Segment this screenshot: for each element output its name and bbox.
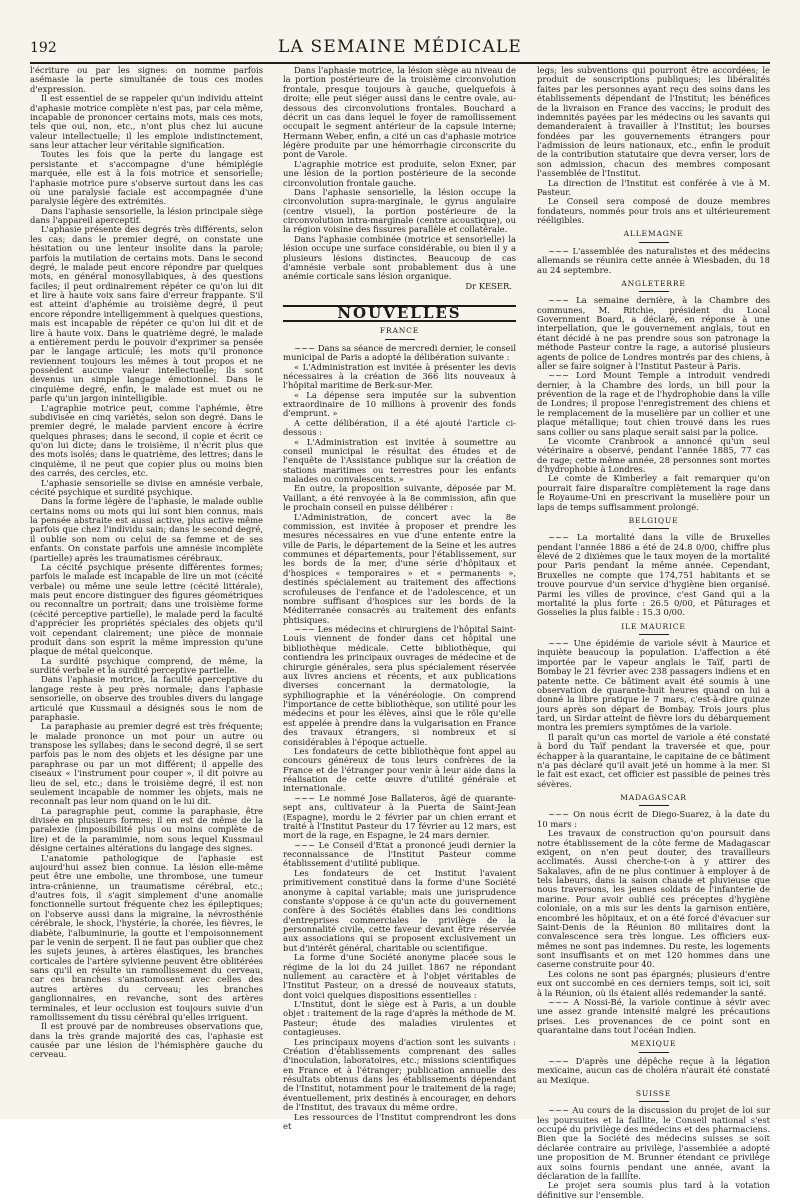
paragraph: La cécité psychique présente différentes formes; parfois le malade est incapable de lire un mot (cécité verbale) ou même une seule lettre (cécité littérale), mais peut encore distinguer des figures géométriques ou reconnaître un portrait; dans une troisième forme (cécité perceptive partielle), le malade perd la faculté d'apprécier les propriétés spéciales des objets qu'il voit cependant clairement; une pièce de monnaie produit dans son esprit la même impression qu'une plaque de métal quelconque. [30, 561, 263, 657]
news-paragraph: ~~~ Lord Mount Temple a introduit vendredi dernier, à la Chambre des lords, un bill pour la prévention de la rage et de l'hydrophobie dans la ville de Londres; il propose l'enregistrement des chiens et le remplacement de la muselière par un collier et une plaque métallique; tout chien trouvé dans les rues sans collier ou sans plaque serait saisi par la police. [537, 370, 770, 437]
section-rule [639, 291, 669, 292]
paragraph: La paragraphie peut, comme la paraphasie, être divisée en plusieurs formes; il en est de même de la paralexie (impossibilité plus ou moins complète de lire) et de la paramimie, nom sous lequel Kussmaul désigne certaines altérations du langage des signes. [30, 805, 263, 854]
section-rule [639, 634, 669, 635]
section-rule [639, 242, 669, 243]
news-paragraph: ~~~ Le Conseil d'Etat a prononcé jeudi dernier la reconnaissance de l'Institut Pasteur comme établissement d'utilité publique. [283, 839, 516, 869]
paragraph: Dans la forme légère de l'aphasie, le malade oublie certains noms ou mots qui lui sont bien connus, mais la pensée abstraite est aussi active, plus active même parfois que chez l'individu sain; dans le second degré, il oublie son nom ou celui de sa femme et de ses enfants. On constate parfois une amnésie incomplète (partielle) après les traumatismes cérébraux. [30, 496, 263, 563]
news-paragraph: L'Institut, dont le siège est à Paris, a un double objet : traitement de la rage d'après la méthode de M. Pasteur; étude des maladies virulentes et contagieuses. [283, 999, 516, 1038]
news-paragraph: Le comte de Kimberley a fait remarquer qu'on pourrait faire disparaître complètement la rage dans le Royaume-Uni en prescrivant la muselière pour un laps de temps suffisamment prolongé. [537, 473, 770, 512]
header-rule [30, 62, 770, 64]
paragraph: L'aphasie présente des degrés très différents, selon les cas; dans le premier degré, on constate une hésitation ou une lenteur insolite dans la parole; parfois la mutilation de certains mots. Dans le second degré, le malade peut encore répondre par quelques mots, en général monosyllabiques, à des questions faciles; il peut ordinairement répéter ce qu'on lui dit et lire à haute voix sans faire d'erreur frappante. S'il est atteint d'aphémie au troisième degré, il peut encore répondre intelligemment à quelques questions, mais est incapable de répéter ce qu'on lui dit et de lire à haute voix. Dans le quatrième degré, le malade a entièrement perdu le pouvoir d'exprimer sa pensée par le langage articulé; les mots qu'il prononce reviennent toujours les mêmes à tout propos et ne possèdent aucune valeur intellectuelle; ils sont devenus un simple langage émotionnel. Dans le cinquième degré, enfin, le malade est muet ou ne parle qu'un jargon inintelligible. [30, 224, 263, 404]
news-paragraph: Les ressources de l'Institut comprendront les dons et [283, 1111, 516, 1131]
section-heading: MADAGASCAR [620, 793, 687, 802]
news-paragraph: ~~~ Une épidémie de variole sévit à Maurice et inquiète beaucoup la population. L'affection a été importée par le vapeur anglais le Taïf, parti de Bombay le 21 février avec 238 passagers indiens et en patente nette. Ce bâtiment avait été soumis à une observation de quarante-huit heures quand on lui a donné la libre pratique le 7 mars, c'est-à-dire quinze jours après son départ de Bombay. Trois jours plus tard, un Sirdar atteint de fièvre lors du débarquement montra les premiers symptômes de la variole. [537, 638, 770, 733]
news-paragraph: legs; les subventions qui pourront être accordées; le produit de souscriptions publiques; les libéralités faites par les personnes ayant reçu des soins dans les établissements dépendant de l'Institut; les bénéfices de la livraison en France des vaccins; le produit des indemnités payées par les médecins ou les savants qui demanderaient à travailler à l'Institut; les bourses fondées par les gouvernements étrangers pour l'admission de leurs nationaux, etc., enfin le produit de la contribution statutaire que devra verser, lors de son admission, chacun des membres composant l'assemblée de l'Institut. [537, 65, 770, 179]
news-paragraph: L'Administration, de concert avec la 8e commission, est invitée à proposer et prendre les mesures nécessaires en vue d'une entente entre la ville de Paris, le département de la Seine et les autres communes et départements, pour l'établissement, sur les bords de la mer, d'une série d'hôpitaux et d'hospices « temporaires » et « permanents », destinés spécialement au traitement des affections scrofuleuses de l'enfance et de l'adolescence, et un nombre suffisant d'hospices sur les bords de la Méditerranée consacrés au traitement des enfants phtisiques. [283, 511, 516, 625]
news-paragraph: ~~~ L'assemblée des naturalistes et des médecins allemands se réunira cette année à Wiesbaden, du 18 au 24 septembre. [537, 245, 770, 275]
paragraph: L'anatomie pathologique de l'aphasie est aujourd'hui assez bien connue. La lésion elle-même peut être une embolie, une thrombose, une tumeur intra-crânienne, un traumatisme cérébral, etc.; d'autres fois, il s'agit simplement d'une anomalie fonctionnelle surtout fréquente chez les épileptiques; on l'observe aussi dans la migraine, la névrosthénie cérébrale, le shock, l'hystérie, la chorée, les fièvres, le diabète, l'albuminurie, la goutte et l'empoisonnement par le venin de serpent. Il ne faut pas oublier que chez les sujets jeunes, à artères élastiques, les branches corticales de l'artère sylvienne peuvent être oblitérées sans qu'il en résulte un ramollissement du cerveau, car ces branches s'anastomosent avec celles des autres artères du cerveau; les branches ganglionnaires, en revanche, sont des artères terminales, et leur occlusion est toujours suivie d'un ramollissement du tissu cérébral qu'elles irriguent. [30, 852, 263, 1022]
news-paragraph: Il paraît qu'un cas mortel de variole a été constaté à bord du Taïf pendant la traversée et que, pour échapper à la quarantaine, le capitaine de ce bâtiment n'a pas déclaré qu'il avait jeté un homme à la mer. Si le fait est exact, cet officier est passible de peines très sévères. [537, 731, 770, 789]
news-paragraph: A cette délibération, il a été ajouté l'article ci-dessous : [283, 417, 516, 438]
column-left [30, 66, 263, 1106]
news-paragraph: ~~~ A Nossi-Bé, la variole continue à sévir avec une assez grande intensité malgré les précautions prises. Les provenances de ce point sont en quarantaine dans tout l'océan Indien. [537, 996, 770, 1035]
paragraph: La paraphasie au premier degré est très fréquente; le malade prononce un mot pour un autre ou transpose les syllabes; dans le second degré, il se sert parfois pas le nom des objets et les désigne par une paraphrase ou par un mot différent; il appelle des ciseaux « l'instrument pour couper », il dit poivre au lieu de sel, etc.; dans le troisième degré, il est non seulement incapable de nommer les objets, mais ne reconnaît pas leur nom quand on le lui dit. [30, 721, 263, 807]
news-paragraph: « La dépense sera imputée sur la subvention extraordinaire de 10 millions à provenir des fonds d'emprunt. » [283, 389, 516, 419]
news-paragraph: « L'Administration est invitée à présenter les devis nécessaires à la création de 366 lits nouveaux à l'hôpital maritime de Berk-sur-Mer. [283, 361, 516, 391]
news-paragraph: ~~~ La semaine dernière, à la Chambre des communes, M. Ritchie, président du Local Government Board, a déclaré, en réponse à une interpellation, que le gouvernement anglais, tout en étant décidé à ne pas prendre sous son patronage la méthode Pasteur contre la rage, a autorisé plusieurs agents de police de Londres montrés par des chiens, à aller se faire soigner à l'Institut Pasteur à Paris. [537, 295, 770, 371]
page-header [30, 36, 770, 58]
news-paragraph: Le projet sera soumis plus tard à la votation définitive sur l'ensemble. [537, 1180, 770, 1200]
news-paragraph: ~~~ Au cours de la discussion du projet de loi sur les poursuites et la faillite, le Conseil national s'est occupé du privilège des médecins et des pharmaciens. Bien que la Société des médecins suisses se soit déclarée contraire au privilège, l'assemblée a adopté une proposition de M. Brunner étendant ce privilège aux soins fournis pendant une année, avant la déclaration de la faillite. [537, 1105, 770, 1181]
news-paragraph: ~~~ La mortalité dans la ville de Bruxelles pendant l'année 1886 a été de 24.8 0/00, chiffre plus élevé de 2 dixièmes que le taux moyen de la mortalité pour Paris pendant la même année. Cependant, Bruxelles ne compte que 174,751 habitants et se trouve pourvue d'un service d'hygiène bien organisé. Parmi les villes de province, c'est Gand qui a la mortalité la plus forte : 26.5 0/00, et Pâturages et Gosselies la plus faible : 15.3 0/00. [537, 532, 770, 618]
paragraph: L'agraphie motrice est produite, selon Exner, par une lésion de la portion postérieure de la seconde circonvolution frontale gauche. [283, 158, 516, 188]
section-heading: MEXIQUE [630, 1039, 677, 1049]
paragraph: L'aphasie sensorielle se divise en amnésie verbale, cécité psychique et surdité psychique. [30, 477, 263, 497]
section-heading: ILE MAURICE [621, 621, 686, 631]
column-right [537, 65, 770, 1200]
paragraph: Il est essentiel de se rappeler qu'un individu atteint d'aphasie motrice complète n'est pas, par cela même, incapable de prononcer certains mots, mais ces mots, tels que oui, non, etc., n'ont plus chez lui aucune valeur intellectuelle; il les emploie indistinctement, sans leur attacher leur véritable signification. [30, 93, 263, 150]
news-paragraph: Les fondateurs de cet Institut l'avaient primitivement constitué dans la forme d'une Société anonyme à capital variable; mais une jurisprudence constante s'oppose à ce qu'un acte du gouvernement confère à des Sociétés établies dans les conditions d'entreprises commerciales le privilège de la personnalité civile, cette faveur devant être réservée aux associations qui se proposent exclusivement un but d'intérêt général, charitable ou scientifique. [283, 867, 516, 953]
paragraph: Toutes les fois que la perte du langage est persistante et s'accompagne d'une hémiplégie marquée, elle est à la fois motrice et sensorielle; l'aphasie motrice pure s'observe surtout dans les cas où une paralysie faciale est accompagnée d'une paralysie légère des extrémités. [30, 149, 263, 207]
news-paragraph: ~~~ D'après une dépêche reçue à la légation mexicaine, aucun cas de choléra n'aurait été constaté au Mexique. [537, 1055, 770, 1085]
paragraph: l'écriture ou par les signes: on nomme parfois asémasie la perte simultanée de tous ces modes d'expression. [30, 65, 263, 94]
section-heading-france: FRANCE [379, 326, 420, 336]
news-paragraph: Les principaux moyens d'action sont les suivants : Création d'établissements comprenant des salles d'inoculation, laboratoires, etc.; missions scientifiques en France et à l'étranger; publication annuelle des résultats obtenus dans les établissements dépendant de l'Institut, notamment pour le traitement de la rage; éventuellement, prix destinés à encourager, en dehors de l'Institut, des travaux du même ordre. [283, 1036, 516, 1113]
news-paragraph: ~~~ Les médecins et chirurgiens de l'hôpital Saint-Louis viennent de fonder dans cet hôpital une bibliothèque médicale. Cette bibliothèque, qui contiendra les principaux ouvrages de médecine et de chirurgie générales, sera plus spécialement réservée aux livres anciens et récents, et aux publications diverses concernant la dermatologie, la syphiliographie et la vénéréologie. On comprend l'importance de cette bibliothèque, son utilité pour les médecins et pour les élèves, ainsi que le rôle qu'elle est appelée à prendre dans la vulgarisation en France des travaux étrangers, si nombreux et si considérables à l'époque actuelle. [283, 624, 516, 747]
news-paragraph: ~~~ Dans sa séance de mercredi dernier, le conseil municipal de Paris a adopté la délibération suivante : [283, 342, 516, 363]
author-signature: Dr KESER. [465, 280, 512, 291]
section-heading: BELGIQUE [628, 515, 679, 525]
paragraph: Dans l'aphasie motrice, la lésion siège au niveau de la portion postérieure de la troisième circonvolution frontale, presque toujours à gauche, quelquefois à droite; elle peut siéger aussi dans le centre ovale, au-dessous des circonvolutions frontales. Bouchard a décrit un cas dans lequel le foyer de ramollissement occupait le segment antérieur de la capsule interne; Hermann Weber, enfin, a cité un cas d'aphasie motrice légère produite par une hémorrhagie circonscrite du pont de Varole. [283, 65, 516, 160]
section-heading: ALLEMAGNE [623, 229, 684, 239]
news-paragraph: Les fondateurs de cette bibliothèque font appel au concours généreux de tous leurs confrères de la France et de l'étranger pour venir à leur aide dans la réalisation de cette œuvre d'utilité générale et internationale. [283, 745, 516, 794]
paragraph: La surdité psychique comprend, de même, la surdité verbale et la surdité perceptive partielle. [30, 655, 263, 675]
news-paragraph: La direction de l'Institut est conférée à vie à M. Pasteur. [537, 177, 770, 197]
section-rule [639, 805, 669, 806]
news-paragraph: Le Conseil sera composé de douze membres fondateurs, nommés pour trois ans et ultérieurement rééligibles. [537, 196, 770, 225]
nouvelles-heading: NOUVELLES [283, 305, 516, 322]
news-paragraph: La forme d'une Société anonyme placée sous le régime de la loi du 24 juillet 1867 ne répondant nullement au caractère et à l'objet véritables de l'Institut Pasteur, on a dressé de nouveaux statuts, dont voici quelques dispositions essentielles : [283, 952, 516, 1000]
news-paragraph: Les colons ne sont pas épargnés; plusieurs d'entre eux ont succombé en ces derniers temps, soit ici, soit à la Réunion, où ils étaient allés redemander la santé. [537, 968, 770, 998]
section-rule [639, 1052, 669, 1053]
journal-title: LA SEMAINE MÉDICALE [277, 37, 523, 57]
paragraph: Dans l'aphasie sensorielle, la lésion principale siège dans l'appareil aperceptif. [30, 205, 263, 225]
paragraph: Il est prouvé par de nombreuses observations que, dans la très grande majorité des cas, l'aphasie est causée par une lésion de l'hémisphère gauche du cerveau. [30, 1021, 263, 1060]
news-paragraph: Le vicomte Cranbrook a annoncé qu'un seul vétérinaire a observé, pendant l'année 1885, 77 cas de rage; cette même année, 28 personnes sont mortes d'hydrophobie à Londres. [537, 435, 770, 474]
news-paragraph: ~~~ On nous écrit de Diego-Suarez, à la date du 10 mars : [537, 809, 770, 829]
paragraph: Dans l'aphasie combinée (motrice et sensorielle) la lésion occupe une surface considérable, ou bien il y a plusieurs lésions distinctes. Beaucoup de cas d'amnésie verbale sont probablement dus à une anémie corticale sans lésion organique. [283, 233, 516, 282]
section-rule [385, 339, 415, 340]
section-heading: ANGLETERRE [621, 278, 686, 288]
news-paragraph: En outre, la proposition suivante, déposée par M. Vaillant, a été renvoyée à la 8e commission, afin que le prochain conseil en puisse délibérer : [283, 483, 516, 513]
paragraph: Dans l'aphasie motrice, la faculté aperceptive du langage reste à peu près normale; dans l'aphasie sensorielle, on observe des troubles divers du langage articulé que Kussmaul a désignés sous le nom de paraphasie. [30, 674, 263, 722]
section-heading: SUISSE [635, 1088, 672, 1098]
news-paragraph: ~~~ Le nommé Jose Ballateros, âgé de quarante-sept ans, cultivateur à la Puerta de Saint-Jean (Espagne), mordu le 2 février par un chien errant et traité à l'Institut Pasteur du 17 février au 12 mars, est mort de la rage, en Espagne, le 24 mars dernier. [283, 792, 516, 841]
section-rule [639, 1101, 669, 1102]
page-number: 192 [30, 40, 57, 56]
news-paragraph: Les travaux de construction qu'on poursuit dans notre établissement de la côte ferme de Madagascar exigent, on n'en peut douter, des travailleurs acclimatés. Aussi cherche-t-on à y attirer des Sakalaves, afin de ne plus continuer à employer à de tels labeurs, dans la saison chaude et pluvieuse que nous traversons, les jeunes soldats de l'infanterie de marine. Pour avoir oublié ces préceptes d'hygiène coloniale, on a mis sur les dents la garnison entière, encombré les hôpitaux, et on a été forcé d'évacuer sur Saint-Denis de la Réunion 80 militaires dont la convalescence sera très longue. Les officiers eux-mêmes ne sont pas indemnes. Du reste, les logements sont insuffisants et on met 120 hommes dans une caserne construite pour 40. [537, 828, 770, 970]
paragraph: L'agraphie motrice peut, comme l'aphémie, être subdivisée en cinq variétés, selon son degré. Dans le premier degré, le malade parvient encore à écrire quelques phrases; dans le second, il copie et écrit ce qu'on lui dicte; dans le troisième, il n'écrit plus que des mots isolés; dans le quatrième, des lettres; dans le cinquième, il ne peut que copier plus ou moins bien des carrés, des cercles, etc. [30, 402, 263, 479]
paragraph: Dans l'aphasie sensorielle, la lésion occupe la circonvolution supra-marginale, le gyrus angulaire (centre visuel), la portion postérieure de la circonvolution intra-marginale (centre acoustique), ou la région voisine des fissures parallèle et collatérale. [283, 186, 516, 235]
column-middle [283, 65, 516, 1131]
news-paragraph: « L'Administration est invitée à soumettre au conseil municipal le résultat des études et de l'enquête de l'Assistance publique sur la création de stations maritimes ou terrestres pour les enfants malades ou convalescents. » [283, 436, 516, 484]
section-rule [639, 528, 669, 529]
